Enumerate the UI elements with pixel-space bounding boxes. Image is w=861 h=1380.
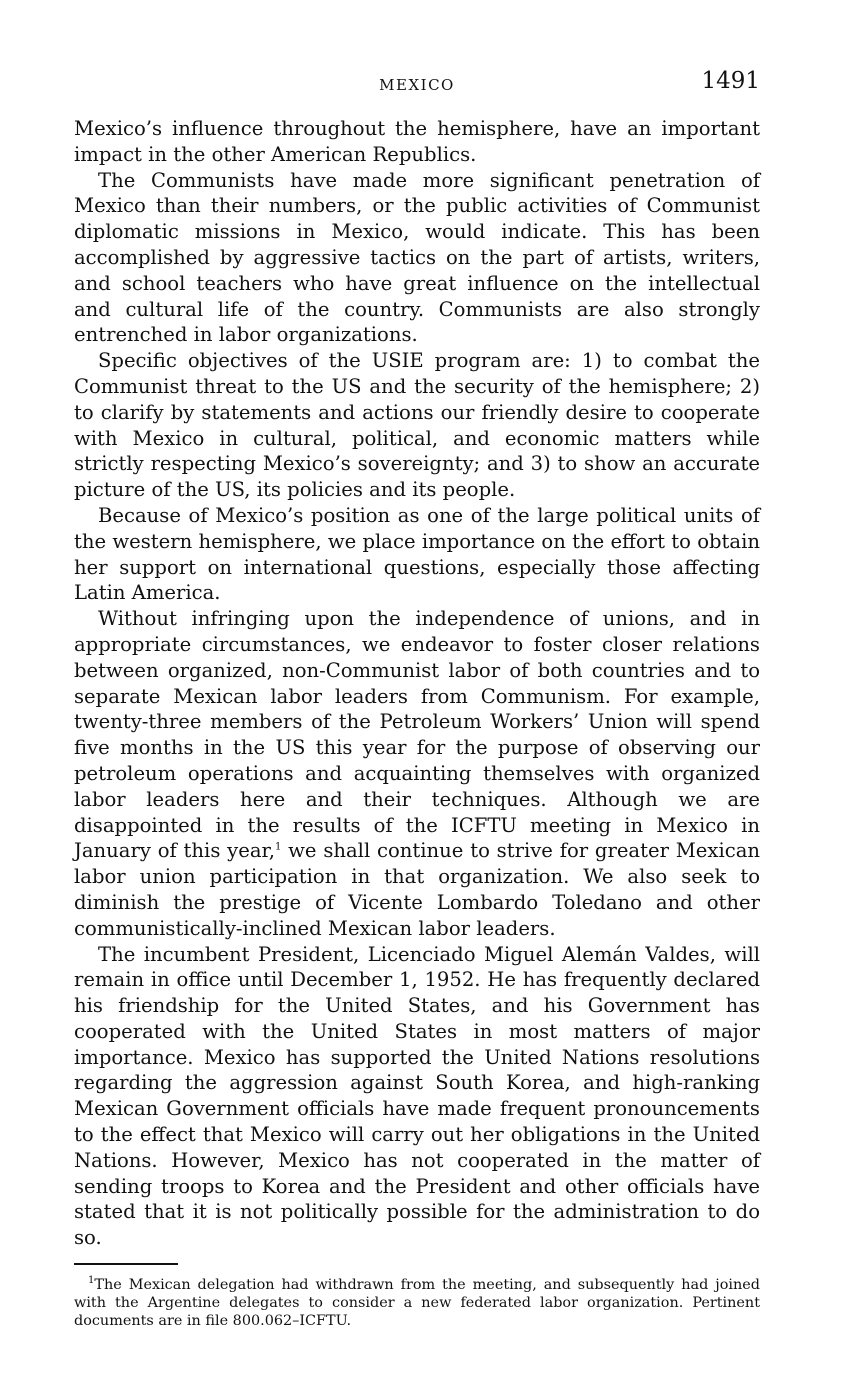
paragraph: The Communists have made more significant penetration of Mexico than their numbers, or the public activities of Communist diplomatic missions in Mexico, would indicate. This has been accomplished by aggressive tactics on the part of artists, writers, and school teachers who have great influence on the intellectual and cultural life of the country. Communists are also strongly entrenched in labor organizations. xyxy=(74,168,760,347)
paragraph-text: Without infringing upon the independence of unions, and in appropriate circumstances, we endeavor to foster closer relations between organized, non-Communist labor of both countries and to separate Mexican labor leaders from Communism. For example, twenty-three members of the Petroleum Workers’ Union will spend five months in the US this year for the purpose of observing our petroleum operations and acquainting themselves with organized labor leaders here and their techniques. Although we are disappointed in the results of the ICFTU meeting in Mexico in January of this year, xyxy=(74,607,760,863)
paragraph: The incumbent President, Licenciado Miguel Alemán Valdes, will remain in office until December 1, 1952. He has frequently declared his friendship for the United States, and his Government has cooperated with the United States in most matters of major importance. Mexico has supported the United Nations resolutions regarding the aggression against South Korea, and high-ranking Mexican Government officials have made frequent pronouncements to the effect that Mexico will carry out her obligations in the United Nations. However, Mexico has not cooperated in the matter of sending troops to Korea and the President and other officials have stated that it is not politically possible for the administration to do so. xyxy=(74,942,760,1250)
body-text xyxy=(74,116,760,1251)
paragraph: Because of Mexico’s position as one of the large political units of the western hemisphere, we place importance on the effort to obtain her support on international questions, especially those affecting Latin America. xyxy=(74,503,760,605)
paragraph: Specific objectives of the USIE program are: 1) to combat the Communist threat to the US and the security of the hemisphere; 2) to clarify by statements and actions our friendly desire to cooperate with Mexico in cultural, political, and economic matters while strictly respecting Mexico’s sovereignty; and 3) to show an accurate picture of the US, its policies and its people. xyxy=(74,349,760,502)
footnote xyxy=(74,1276,760,1330)
running-header xyxy=(74,68,760,98)
running-title: MEXICO xyxy=(379,76,455,94)
footnote-reference: 1 xyxy=(274,841,282,853)
paragraph-with-footnote-ref xyxy=(74,606,760,941)
footnote-text: The Mexican delegation had withdrawn from the meeting, and subsequently had joined with the Argentine delegates to consider a new federated labor organization. Pertinent documents are in file 800.062–ICFTU. xyxy=(74,1277,760,1330)
footnote-marker: 1 xyxy=(88,1275,95,1287)
footnote-divider xyxy=(74,1263,178,1265)
paragraph-text: we shall continue to strive for greater Mexican labor union participation in that organization. We also seek to diminish the prestige of Vicente Lombardo Toledano and other communistically-inclined Mexican labor leaders. xyxy=(74,839,760,940)
page-number: 1491 xyxy=(701,68,760,94)
document-page xyxy=(74,68,760,1344)
paragraph: Mexico’s influence throughout the hemisphere, have an important impact in the other American Republics. xyxy=(74,117,760,166)
